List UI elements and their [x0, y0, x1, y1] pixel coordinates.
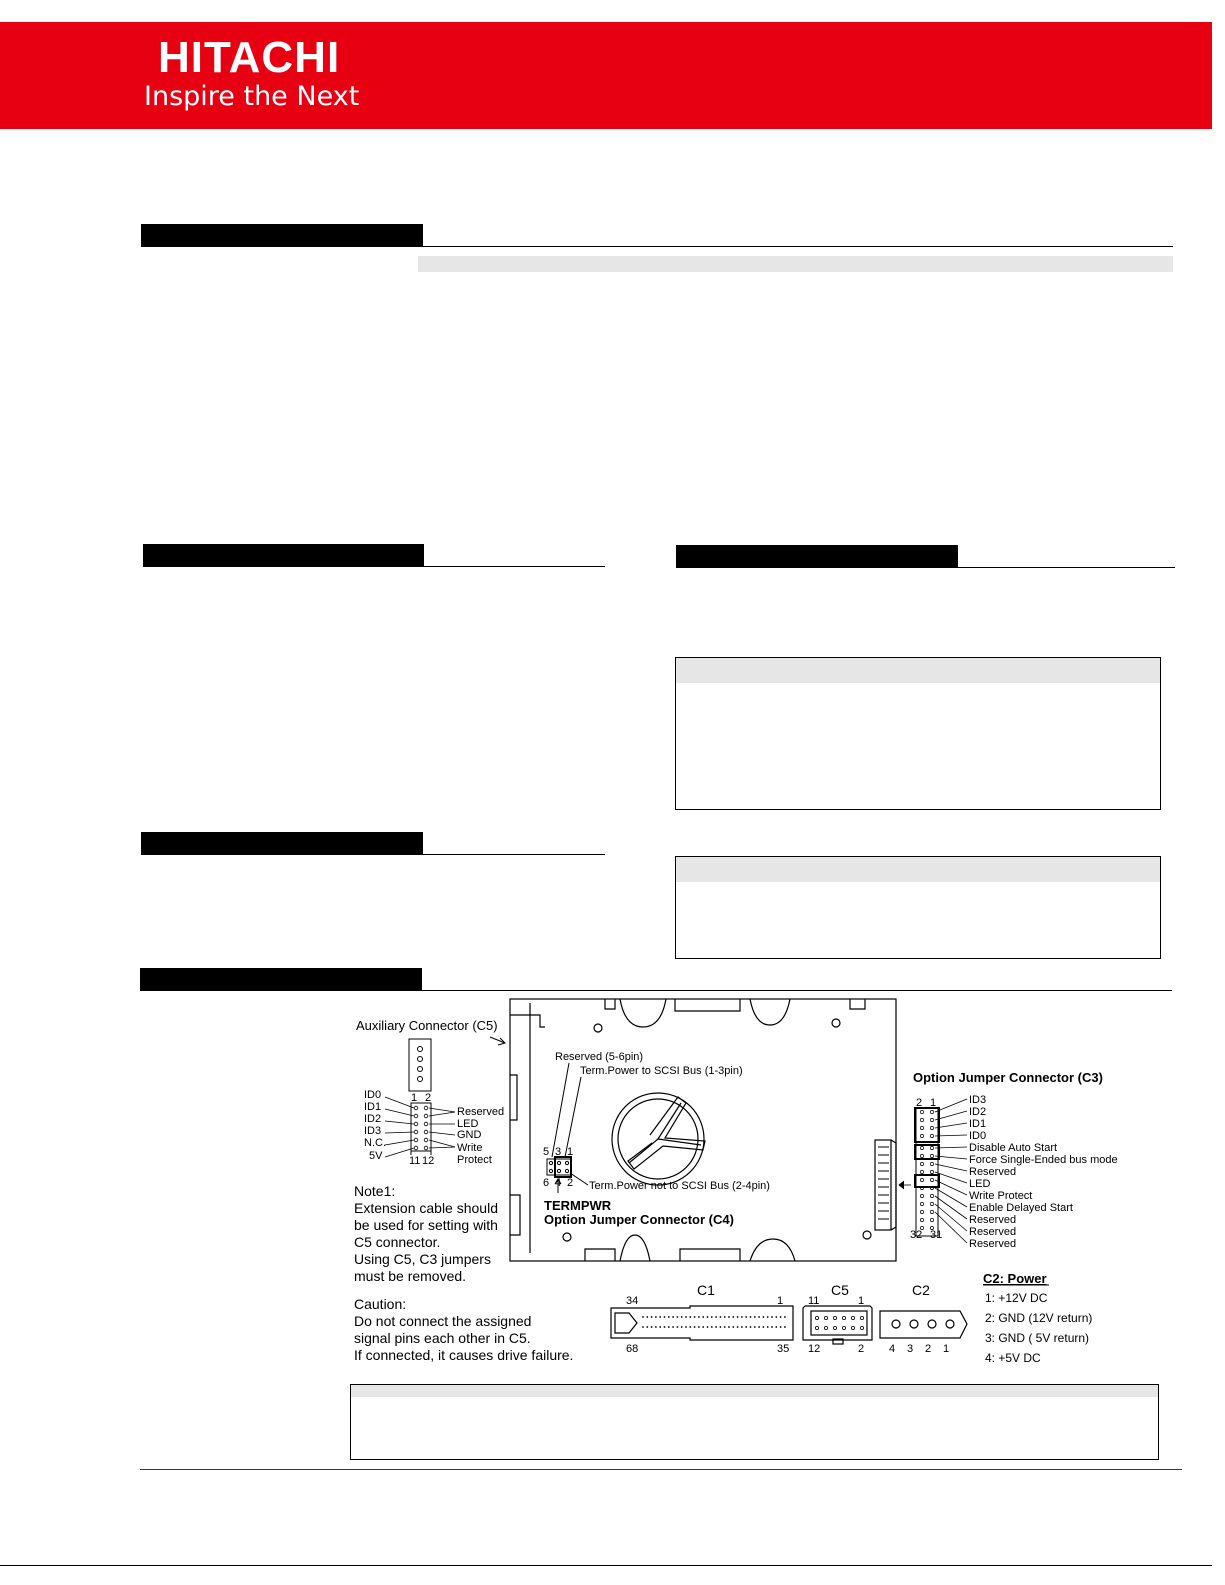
caution-line-4: If connected, it causes drive failure. [354, 1347, 574, 1363]
section-bar-jumpers [140, 968, 422, 990]
c1-pin-dot [728, 1316, 730, 1318]
info-box-3 [350, 1384, 1159, 1460]
c2-pin-3: 3 [907, 1343, 914, 1355]
c1-pin-dot [702, 1326, 704, 1328]
c3-label-delayed-start: Enable Delayed Start [969, 1202, 1073, 1214]
c1-pin-dot [732, 1326, 734, 1328]
note-line-4: C5 connector. [354, 1234, 441, 1250]
c1-pin-dot [677, 1316, 679, 1318]
power-line-4: 4: +5V DC [985, 1351, 1041, 1365]
aux-pin-dots [414, 1106, 428, 1150]
c5-pin-1: 1 [858, 1295, 865, 1307]
c4-pin-5: 5 [543, 1146, 550, 1158]
c1-pin-dot [724, 1316, 726, 1318]
c1-pin-dot [655, 1316, 657, 1318]
section-bar-right-1 [676, 545, 958, 567]
c1-pin-dot [767, 1316, 769, 1318]
info-box-3-header [351, 1385, 1158, 1397]
c1-pin-dot [754, 1316, 756, 1318]
power-title: C2: Power [983, 1271, 1047, 1286]
note-line-2: Extension cable should [354, 1200, 498, 1216]
overview-shaded-strip [418, 256, 1173, 272]
c3-label-reserved-4: Reserved [969, 1238, 1017, 1250]
brand-tagline: Inspire the Next [144, 81, 360, 112]
c1-pin-dot [771, 1316, 773, 1318]
c1-pin-dot [668, 1316, 670, 1318]
aux-label-id1: ID1 [364, 1101, 382, 1113]
note-line-1: Note1: [354, 1183, 396, 1199]
c1-pin-dot [642, 1326, 644, 1328]
c5-pin-11: 11 [808, 1295, 820, 1307]
c2-pin-1: 1 [943, 1343, 950, 1355]
info-box-1 [675, 657, 1161, 810]
aux-label-reserved: Reserved [457, 1106, 505, 1118]
brand-logo: HITACHI [158, 33, 341, 82]
c1-pin-dot [724, 1326, 726, 1328]
note-line-6: must be removed. [354, 1268, 467, 1284]
c1-pin-dot [763, 1316, 765, 1318]
aux-label-protect: Protect [457, 1154, 492, 1166]
c3-pin-32: 32 [910, 1229, 923, 1241]
c2-pin-2: 2 [925, 1343, 932, 1355]
c1-pin-dot [732, 1316, 734, 1318]
c5-pin-row [815, 1316, 863, 1329]
c3-label-reserved-3: Reserved [969, 1226, 1017, 1238]
c1-pin-dot [758, 1326, 760, 1328]
drive-edge-pins [878, 1147, 889, 1219]
c1-pin-dot [750, 1326, 752, 1328]
aux-pin-12: 12 [422, 1155, 435, 1167]
c1-pin-dot [698, 1316, 700, 1318]
c1-pin-dot [642, 1316, 644, 1318]
c1-pin-dot [694, 1326, 696, 1328]
c3-pin-2: 2 [916, 1097, 923, 1109]
c1-pin-dot [689, 1316, 691, 1318]
info-box-2-header [676, 857, 1160, 882]
c1-pin-68: 68 [626, 1343, 639, 1355]
c1-pin-dot [750, 1316, 752, 1318]
c1-pin-dot [694, 1316, 696, 1318]
c3-label-reserved-2: Reserved [969, 1214, 1017, 1226]
c1-pin-dot [711, 1326, 713, 1328]
c1-pin-dot [720, 1316, 722, 1318]
caution-line-3: signal pins each other in C5. [354, 1330, 531, 1346]
c5-pin-2: 2 [858, 1343, 865, 1355]
c1-pin-dot [745, 1316, 747, 1318]
c3-pin-dots [920, 1110, 933, 1229]
c1-pin-dot [780, 1316, 782, 1318]
c3-label-id2: ID2 [969, 1106, 987, 1118]
c1-pin-dot [689, 1326, 691, 1328]
aux-pin-2: 2 [425, 1092, 432, 1104]
c4-pin-3: 3 [555, 1146, 562, 1158]
c1-pin-dot [767, 1326, 769, 1328]
info-box-1-header [676, 658, 1160, 683]
c1-pin-dot [664, 1326, 666, 1328]
c1-pin-dot [711, 1316, 713, 1318]
c3-pin-31: 31 [930, 1229, 943, 1241]
c3-title: Option Jumper Connector (C3) [913, 1070, 1103, 1085]
c1-pin-dot [672, 1326, 674, 1328]
c1-pin-dot [646, 1326, 648, 1328]
c3-label-force-se: Force Single-Ended bus mode [969, 1154, 1118, 1166]
c1-pin-dot [698, 1326, 700, 1328]
section-bar-left-1 [143, 544, 424, 566]
c1-pin-dot [655, 1326, 657, 1328]
c4-termpwr-label: TERMPWR [544, 1198, 612, 1213]
aux-label-id2: ID2 [364, 1113, 382, 1125]
c1-pin-34: 34 [626, 1295, 639, 1307]
section-rule-overview [141, 246, 1173, 247]
section-bar-overview [141, 224, 423, 246]
c1-pin-dot [715, 1326, 717, 1328]
aux-label-led: LED [457, 1118, 479, 1130]
note-line-5: Using C5, C3 jumpers [354, 1251, 491, 1267]
c1-pin-dot [646, 1316, 648, 1318]
c3-label-write-protect: Write Protect [969, 1190, 1033, 1202]
note-line-3: be used for setting with [354, 1217, 498, 1233]
c1-pin-35: 35 [777, 1343, 790, 1355]
c3-label-disable-auto-start: Disable Auto Start [969, 1142, 1058, 1154]
c1-pin-dot [659, 1316, 661, 1318]
c1-pin-dot [677, 1326, 679, 1328]
c1-pin-dot [702, 1316, 704, 1318]
section-rule-left-2 [141, 854, 605, 855]
c1-pin-dot [741, 1316, 743, 1318]
c3-label-led: LED [969, 1178, 991, 1190]
c2-label: C2 [912, 1282, 930, 1298]
c1-pin-dot [737, 1326, 739, 1328]
c1-pin-dot [775, 1316, 777, 1318]
c4-pin-2: 2 [567, 1177, 574, 1189]
c1-pin-dot [780, 1326, 782, 1328]
info-box-2 [675, 856, 1161, 959]
section-bar-left-2 [141, 832, 423, 854]
c1-pin-dot [737, 1316, 739, 1318]
aux-connector-label: Auxiliary Connector (C5) [356, 1018, 498, 1033]
aux-label-nc: N.C. [364, 1137, 386, 1149]
c1-pin-dot [715, 1316, 717, 1318]
power-line-2: 2: GND (12V return) [985, 1311, 1093, 1325]
power-line-3: 3: GND ( 5V return) [985, 1331, 1090, 1345]
c1-pin-1: 1 [777, 1295, 784, 1307]
aux-pin-1: 1 [411, 1092, 418, 1104]
c1-pin-dot [707, 1326, 709, 1328]
c4-title: Option Jumper Connector (C4) [544, 1212, 734, 1227]
c1-pin-dot [659, 1326, 661, 1328]
c3-label-id0: ID0 [969, 1130, 987, 1142]
caution-line-2: Do not connect the assigned [354, 1313, 532, 1329]
c1-pin-dot [745, 1326, 747, 1328]
c1-pin-dot [681, 1326, 683, 1328]
c3-label-reserved-1: Reserved [969, 1166, 1017, 1178]
c1-pin-dot [741, 1326, 743, 1328]
jumper-diagram [345, 995, 1125, 1375]
c3-pin-1: 1 [930, 1097, 937, 1109]
c4-pin-4: 4 [555, 1177, 562, 1189]
c1-pin-dot [651, 1316, 653, 1318]
footer-rule [140, 1469, 1182, 1470]
c1-pin-dot [685, 1316, 687, 1318]
caution-line-1: Caution: [354, 1296, 407, 1312]
c4-reserved-label: Reserved (5-6pin) [555, 1051, 644, 1063]
c3-label-id1: ID1 [969, 1118, 987, 1130]
c1-pin-dot [784, 1326, 786, 1328]
c1-pin-dot [763, 1326, 765, 1328]
c4-term-off-label: Term.Power not to SCSI Bus (2-4pin) [589, 1180, 770, 1192]
aux-label-5v: 5V [369, 1150, 383, 1162]
aux-label-id0: ID0 [364, 1089, 382, 1101]
c3-label-id3: ID3 [969, 1094, 987, 1106]
aux-label-gnd: GND [457, 1129, 482, 1141]
aux-leader-lines [385, 1097, 455, 1157]
aux-label-id3: ID3 [364, 1125, 382, 1137]
aux-label-write: Write [457, 1142, 483, 1154]
section-rule-left-1 [143, 566, 605, 567]
c4-jumper [547, 1063, 588, 1193]
c1-pin-row [642, 1316, 786, 1328]
page-bottom-rule [0, 1565, 1212, 1566]
c1-pin-dot [668, 1326, 670, 1328]
c1-pin-dot [720, 1326, 722, 1328]
rear-connectors [611, 1306, 967, 1344]
c1-pin-dot [771, 1326, 773, 1328]
c1-pin-dot [775, 1326, 777, 1328]
c1-label: C1 [697, 1282, 715, 1298]
c5-label: C5 [831, 1282, 849, 1298]
c1-pin-dot [728, 1326, 730, 1328]
c1-pin-dot [707, 1316, 709, 1318]
power-line-1: 1: +12V DC [985, 1291, 1048, 1305]
c4-pin-6: 6 [543, 1177, 550, 1189]
aux-pin-11: 11 [409, 1155, 421, 1167]
c1-pin-dot [754, 1326, 756, 1328]
c1-pin-dot [758, 1316, 760, 1318]
c1-pin-dot [784, 1316, 786, 1318]
c1-pin-dot [685, 1326, 687, 1328]
c1-pin-dot [681, 1316, 683, 1318]
section-rule-jumpers [140, 990, 1172, 991]
c5-pin-12: 12 [808, 1343, 821, 1355]
c1-pin-dot [651, 1326, 653, 1328]
c1-pin-dot [672, 1316, 674, 1318]
section-rule-right-1 [676, 567, 1175, 568]
c1-pin-dot [664, 1316, 666, 1318]
c4-term-on-label: Term.Power to SCSI Bus (1-3pin) [580, 1065, 743, 1077]
c2-pin-4: 4 [889, 1343, 896, 1355]
c4-pin-1: 1 [567, 1146, 574, 1158]
